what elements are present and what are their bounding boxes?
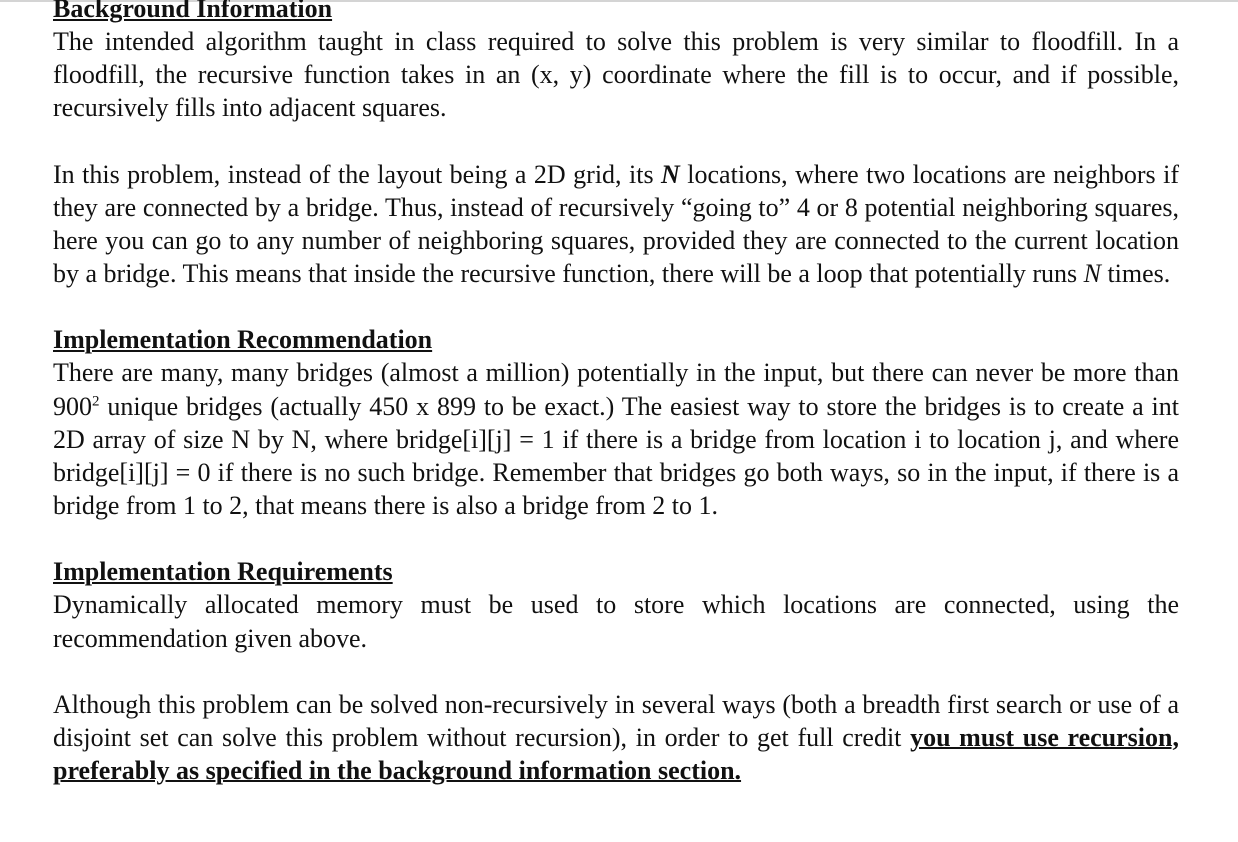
document-body: [53, 0, 1179, 787]
background-paragraph-2: [53, 158, 1179, 291]
requirements-paragraph-1: Dynamically allocated memory must be used to store which locations are connected, using the recommendation given above.: [53, 590, 1179, 653]
text-segment: There are many, many bridges (almost a million) potentially in the input, but there can never be more than 900: [53, 358, 1179, 421]
text-segment: locations, where two locations are neighbors if they are connected by a bridge. Thus, instead of recursively “going to” 4 or 8 potential neighboring squares, here you can go to any number of neighboring squares, provided they are connected to the current location by a bridge. This means that inside the recursive function, there will be a loop that potentially runs: [53, 159, 1179, 289]
text-segment: unique bridges (actually 450 x 899 to be exact.) The easiest way to store the bridges is to create a int 2D array of size N by N, where bridge[i][j] = 1 if there is a bridge from location i to location j, and where bridge[i][j] = 0 if there is no such bridge. Remember that bridges go both ways, so in the input, if there is a bridge from 1 to 2, that means there is also a bridge from 2 to 1.: [53, 391, 1179, 521]
text-segment: Although this problem can be solved non-recursively in several ways (both a breadth first search or use of a disjoint set can solve this problem without recursion), in order to get full credit: [53, 689, 1179, 753]
requirements-heading: Implementation Requirements: [53, 557, 393, 587]
recursion-requirement-emphasis: you must use recursion, preferably as specified in the background information section.: [53, 723, 1179, 786]
variable-n: N: [1083, 259, 1101, 289]
requirements-paragraph-2: [53, 688, 1179, 788]
text-segment: In this problem, instead of the layout being a 2D grid, its: [53, 159, 662, 189]
superscript-exponent: 2: [92, 392, 100, 409]
text-segment: times.: [1100, 259, 1171, 289]
variable-n: N: [661, 159, 680, 189]
recommendation-heading: Implementation Recommendation: [53, 325, 433, 355]
background-paragraph-1: The intended algorithm taught in class required to solve this problem is very similar to floodfill. In a floodfill, the recursive function takes in an (x, y) coordinate where the fill is to occur, and if possible, recursively fills into adjacent squares.: [53, 27, 1179, 123]
recommendation-paragraph: [53, 356, 1179, 522]
background-heading: Background Information: [53, 0, 333, 23]
